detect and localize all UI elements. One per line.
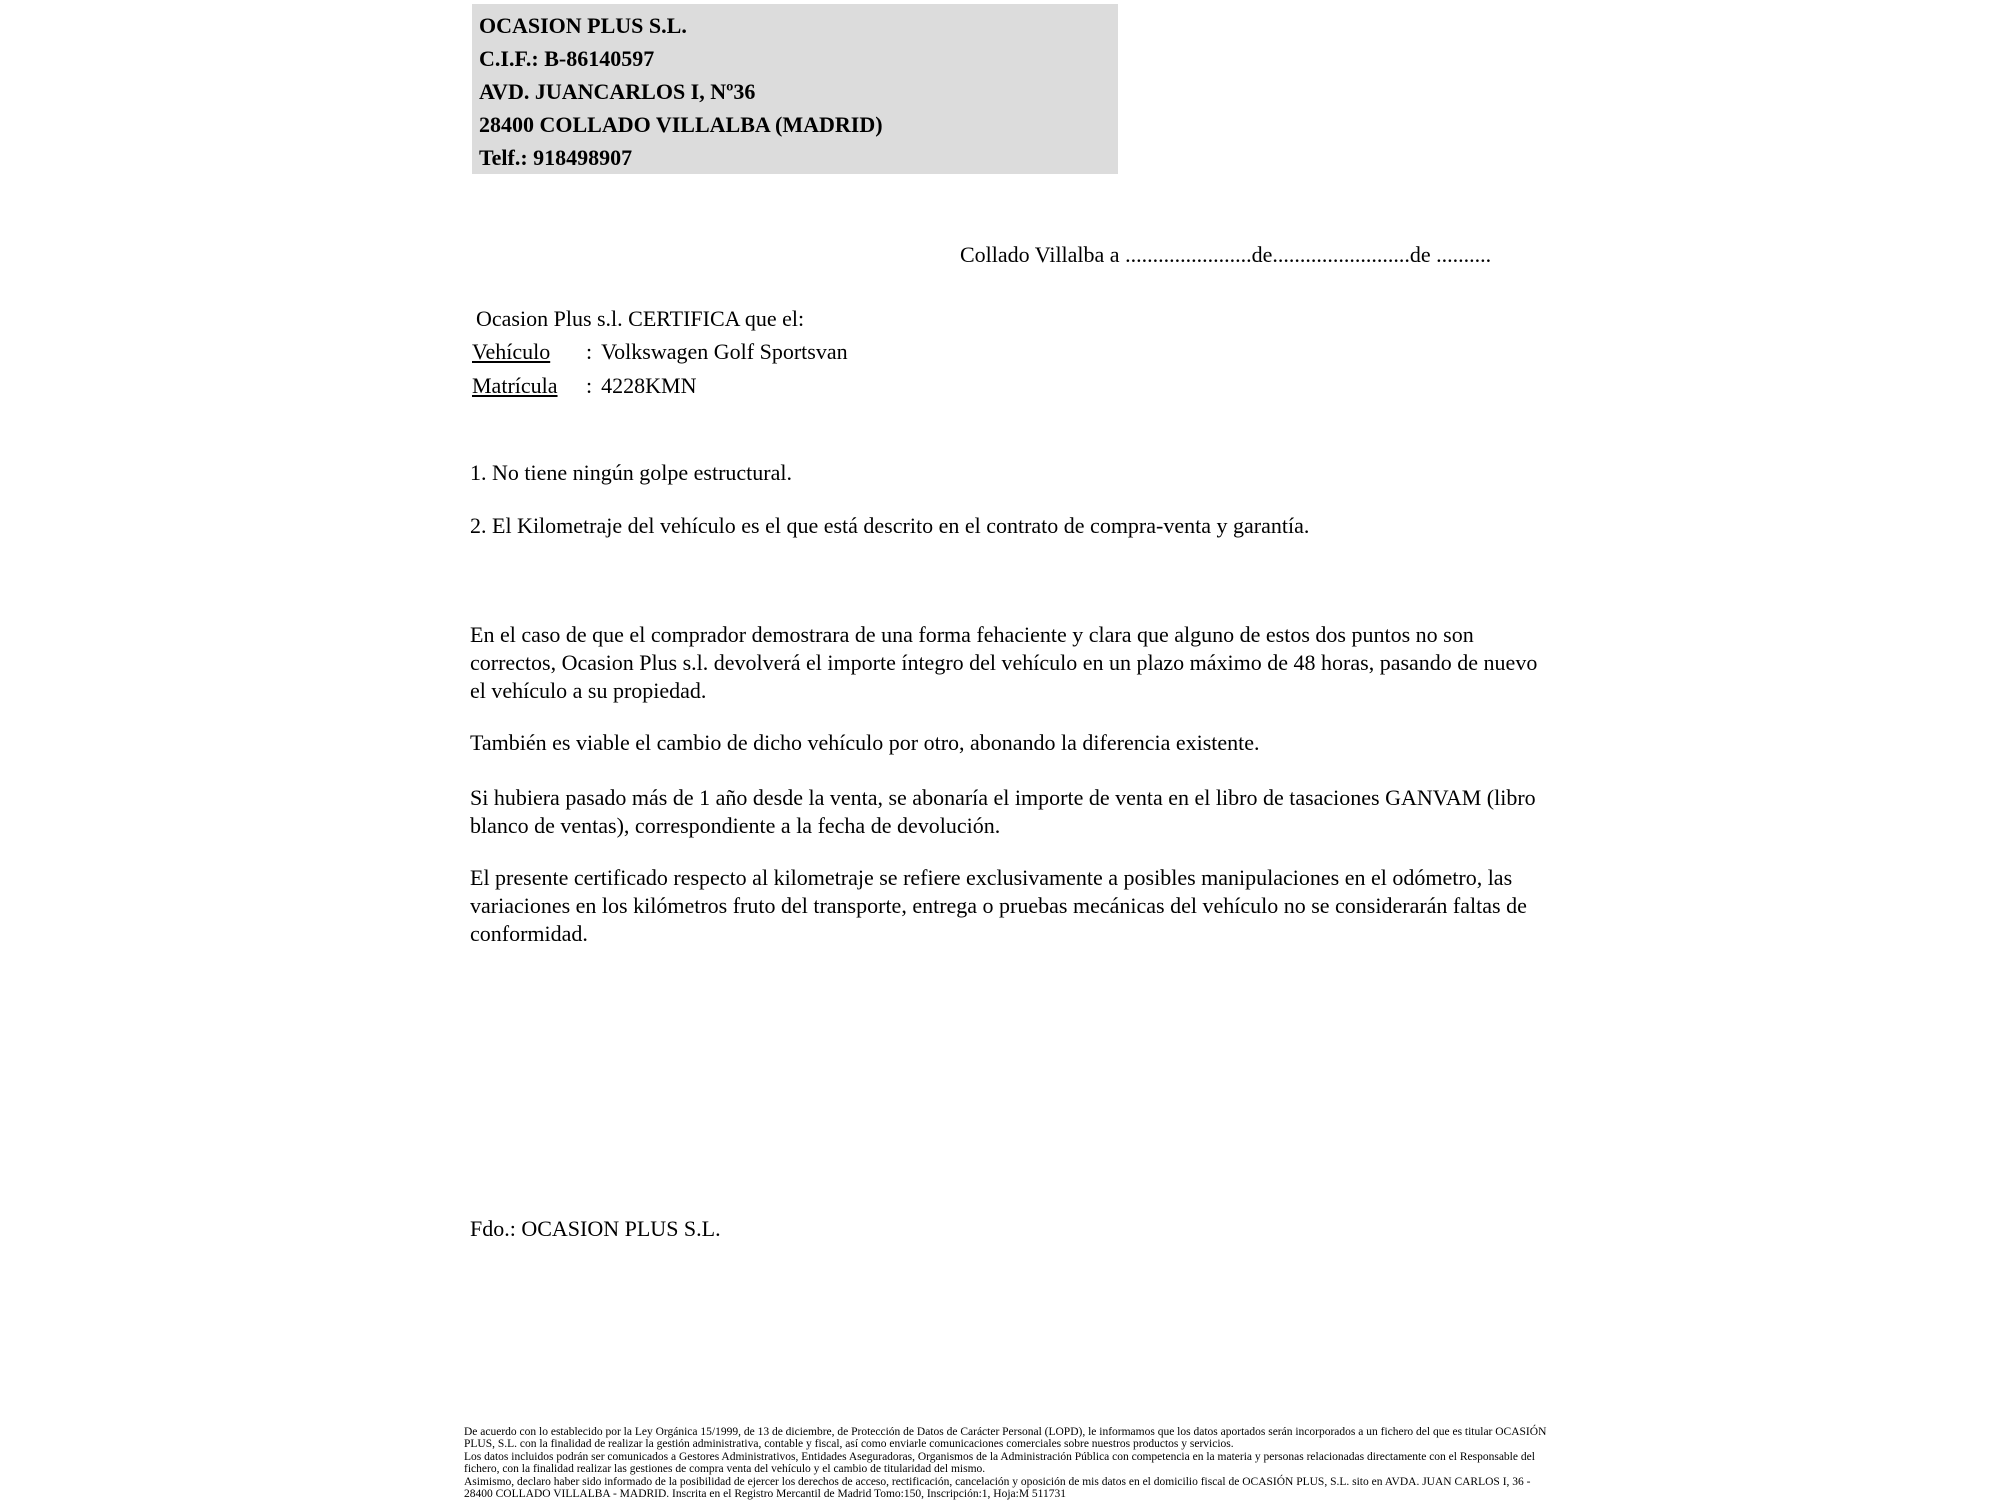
company-header-block [472,4,1118,174]
certified-point-1: 1. No tiene ningún golpe estructural. [470,460,792,485]
company-address: AVD. JUANCARLOS I, Nº36 [479,79,756,104]
paragraph-ganvam-valuation: Si hubiera pasado más de 1 año desde la venta, se abonaría el importe de venta en el libro de tasaciones GANVAM (libro blanco de ventas), correspondiente a la fecha de devolución. [470,785,1536,838]
legal-paragraph-lopd: De acuerdo con lo establecido por la Ley Orgánica 15/1999, de 13 de diciembre, de Protección de Datos de Carácter Personal (LOPD), le informamos que los datos aportados serán incorporados a un fichero del que es titular OCASIÓN PLUS, S.L. con la finalidad de realizar la gestión administrativa, contable y fiscal, así como enviarle comunicaciones comerciales sobre nuestros productos y servicios. [464,1426,1547,1451]
vehicle-row [472,339,848,365]
company-name: OCASION PLUS S.L. [479,13,687,38]
company-phone: Telf.: 918498907 [479,145,633,170]
paragraph-odometer-disclaimer: El presente certificado respecto al kilometraje se refiere exclusivamente a posibles manipulaciones en el odómetro, las variaciones en los kilómetros fruto del transporte, entrega o pruebas mecánicas del vehículo no se considerarán faltas de conformidad. [470,865,1527,946]
legal-paragraph-rights: Asimismo, declaro haber sido informado de la posibilidad de ejercer los derechos de acceso, rectificación, cancelación y oposición de mis datos en el domicilio fiscal de OCASIÓN PLUS, S.L. sito en AVDA. JUAN CARLOS I, 36 - 28400 COLLADO VILLALBA - MADRID. Inscrita en el Registro Mercantil de Madrid Tomo:150, Inscripción:1, Hoja:M 511731 [464,1475,1531,1500]
vehicle-label-cell [472,339,586,365]
plate-row [472,373,696,399]
paragraph-refund-guarantee: En el caso de que el comprador demostrara de una forma fehaciente y clara que alguno de estos dos puntos no son correctos, Ocasion Plus s.l. devolverá el importe íntegro del vehículo en un plazo máximo de 48 horas, pasando de nuevo el vehículo a su propiedad. [470,622,1538,703]
plate-separator: : [586,373,593,398]
legal-footer [464,1426,1562,1500]
signature-line: Fdo.: OCASION PLUS S.L. [470,1216,721,1241]
plate-value: 4228KMN [601,373,697,398]
vehicle-separator: : [586,339,593,364]
plate-label: Matrícula [472,373,558,398]
certified-point-2: 2. El Kilometraje del vehículo es el que está descrito en el contrato de compra-venta y garantía. [470,513,1310,538]
date-line: Collado Villalba a .......................de.........................de .......... [960,242,1492,267]
company-cif: C.I.F.: B-86140597 [479,46,655,71]
certifies-line: Ocasion Plus s.l. CERTIFICA que el: [476,306,805,331]
plate-label-cell [472,373,586,399]
legal-paragraph-data-sharing: Los datos incluidos podrán ser comunicados a Gestores Administrativos, Entidades Aseguradoras, Organismos de la Administración Pública con competencia en la materia y personas relacionadas directamente con el Responsable del fichero, con la finalidad realizar las gestiones de compra venta del vehículo y el cambio de titularidad del mismo. [464,1450,1535,1476]
company-city: 28400 COLLADO VILLALBA (MADRID) [479,112,883,137]
vehicle-value: Volkswagen Golf Sportsvan [601,339,848,364]
paragraph-vehicle-exchange: También es viable el cambio de dicho vehículo por otro, abonando la diferencia existente. [470,730,1260,755]
vehicle-label: Vehículo [472,339,551,364]
